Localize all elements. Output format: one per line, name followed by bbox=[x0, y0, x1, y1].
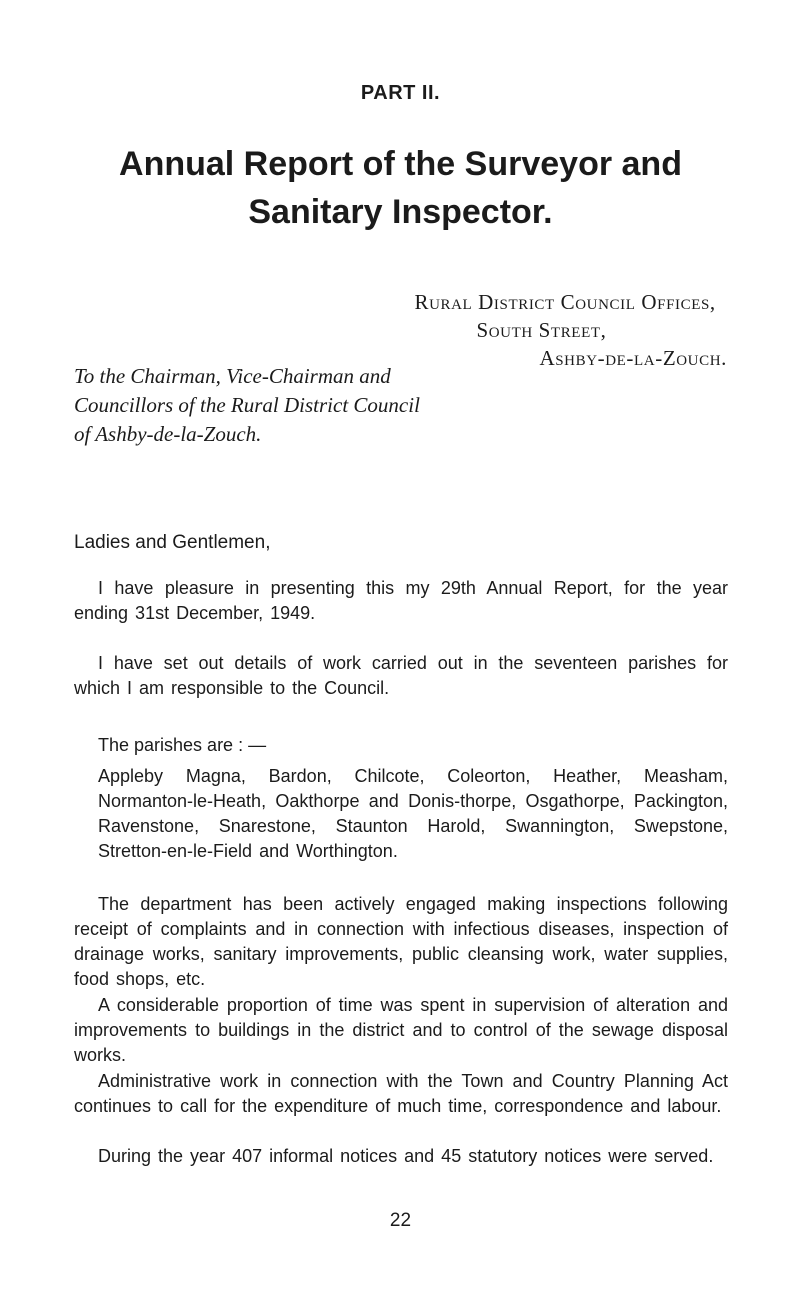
paragraph-supervision: A considerable proportion of time was spent in supervision of alteration and improvements to buildings in the district and to control of the sewage disposal works. bbox=[74, 995, 728, 1065]
report-title-line-1: Annual Report of the Surveyor and bbox=[119, 145, 682, 183]
parishes-intro: The parishes are : — bbox=[98, 735, 267, 755]
paragraph-parishes-overview: I have set out details of work carried out in the seventeen parishes for which I am responsible to the Council. bbox=[74, 653, 728, 698]
addressee-block bbox=[74, 362, 420, 449]
addressee-line-3: of Ashby-de-la-Zouch. bbox=[74, 422, 262, 446]
salutation: Ladies and Gentlemen, bbox=[74, 532, 271, 553]
paragraph-planning-act: Administrative work in connection with the Town and Country Planning Act continues to call for the expenditure of much time, correspondence and labour. bbox=[74, 1071, 728, 1116]
paragraph-notices: During the year 407 informal notices and 45 statutory notices were served. bbox=[98, 1146, 714, 1166]
sender-address bbox=[414, 288, 727, 372]
part-heading: PART II. bbox=[360, 82, 441, 104]
addressee-line-1: To the Chairman, Vice-Chairman and bbox=[74, 364, 391, 388]
report-title bbox=[0, 140, 801, 236]
page-number: 22 bbox=[389, 1210, 412, 1231]
parishes-list: Appleby Magna, Bardon, Chilcote, Coleorton, Heather, Measham, Normanton-le-Heath, Oakthorpe and Donis-thorpe, Osgathorpe, Packington, Ravenstone, Snarestone, Staunton Harold, Swannington, Swepstone, Stretton-en-le-Field and Worthington. bbox=[98, 766, 728, 861]
address-line-1: Rural District Council Offices, bbox=[414, 290, 716, 314]
address-line-2: South Street, bbox=[476, 318, 607, 342]
paragraph-department-work: The department has been actively engaged making inspections following receipt of complaints and in connection with infectious diseases, inspection of drainage works, sanitary improvements, public cleansing work, water supplies, food shops, etc. bbox=[74, 894, 728, 989]
report-title-line-2: Sanitary Inspector. bbox=[248, 193, 553, 231]
address-line-3: Ashby-de-la-Zouch. bbox=[539, 346, 727, 370]
paragraph-annual-report: I have pleasure in presenting this my 29th Annual Report, for the year ending 31st December, 1949. bbox=[74, 578, 728, 623]
addressee-line-2: Councillors of the Rural District Council bbox=[74, 393, 420, 417]
